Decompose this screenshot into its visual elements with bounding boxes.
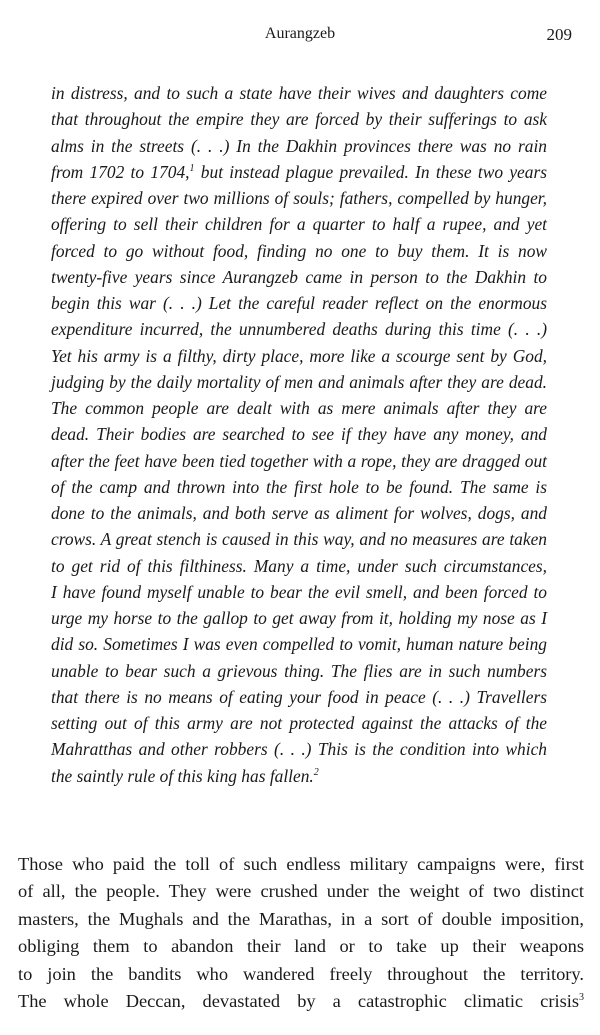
quote-line: Yet his army is a filthy, dirty place, more like a scourge sent by God,	[51, 345, 547, 366]
body-line: of all, the people. They were crushed under the weight of two distinct	[18, 881, 584, 902]
quote-line: urge my horse to the gallop to get away from it, holding my nose as I	[51, 608, 547, 628]
quote-line: alms in the streets (. . .) In the Dakhin provinces there was no rain	[51, 135, 547, 156]
quote-line: twenty-five years since Aurangzeb came in person to the Dakhin to	[51, 266, 547, 287]
footnote-ref-2: 2	[313, 766, 319, 778]
quote-line: judging by the daily mortality of men and animals after they are dead.	[51, 371, 547, 392]
quote-line: setting out of this army are not protected against the attacks of the	[51, 713, 547, 733]
quote-line: in distress, and to such a state have their wives and daughters come	[51, 83, 547, 103]
quote-line	[51, 159, 547, 185]
quote-line: Mahratthas and other robbers (. . .) This is the condition into which	[51, 739, 547, 760]
quote-line: offering to sell their children for a quarter to half a rupee, and yet	[51, 214, 547, 235]
quote-line: The common people are dealt with as mere animals after they are	[51, 398, 547, 418]
quote-line: to get rid of this filthiness. Many a time, under such circumstances,	[51, 555, 547, 576]
quote-line: begin this war (. . .) Let the careful reader reflect on the enormous	[51, 293, 547, 313]
quote-line: done to the animals, and both serve as aliment for wolves, dogs, and	[51, 503, 547, 523]
body-line: to join the bandits who wandered freely throughout the territory.	[18, 963, 584, 984]
quote-line: dead. Their bodies are searched to see if they have any money, and	[51, 424, 547, 445]
quote-line	[51, 763, 547, 789]
body-line-text: The whole Deccan, devastated by a catastrophic climatic crisis	[18, 990, 579, 1011]
block-quote	[51, 80, 547, 789]
quote-line: forced to go without food, finding no one to buy them. It is now	[51, 240, 547, 261]
quote-line: that there is no means of eating your food in peace (. . .) Travellers	[51, 686, 547, 707]
quote-line-start: from 1702 to 1704,	[51, 161, 190, 182]
body-line: obliging them to abandon their land or to take up their weapons	[18, 936, 584, 957]
footnote-ref-3: 3	[579, 991, 584, 1003]
running-title: Aurangzeb	[264, 25, 336, 42]
body-line: Those who paid the toll of such endless military campaigns were, first	[18, 854, 584, 874]
quote-line: I have found myself unable to bear the evil smell, and been forced to	[51, 581, 547, 602]
quote-line: of the camp and thrown into the first hole to be found. The same is	[51, 476, 547, 497]
quote-line: did so. Sometimes I was even compelled to vomit, human nature being	[51, 634, 547, 655]
body-line: masters, the Mughals and the Marathas, in a sort of double imposition,	[18, 908, 584, 929]
quote-line-end: the saintly rule of this king has fallen.	[51, 765, 314, 786]
quote-line: unable to bear such a grievous thing. The flies are in such numbers	[51, 660, 547, 681]
quote-line: expenditure incurred, the unnumbered deaths during this time (. . .)	[51, 319, 547, 340]
body-paragraph	[18, 851, 584, 1015]
quote-line: that throughout the empire they are forced by their sufferings to ask	[51, 109, 547, 130]
page-number: 209	[546, 25, 572, 44]
quote-line-continuation: but instead plague prevailed. In these two years	[194, 161, 547, 182]
quote-line: crows. A great stench is caused in this way, and no measures are taken	[51, 529, 547, 550]
quote-line: there expired over two millions of souls; fathers, compelled by hunger,	[51, 188, 547, 208]
page-header	[0, 25, 600, 47]
quote-line: after the feet have been tied together with a rope, they are dragged out	[51, 450, 547, 471]
body-line	[18, 988, 584, 1015]
footnote-ref-1: 1	[189, 162, 195, 174]
